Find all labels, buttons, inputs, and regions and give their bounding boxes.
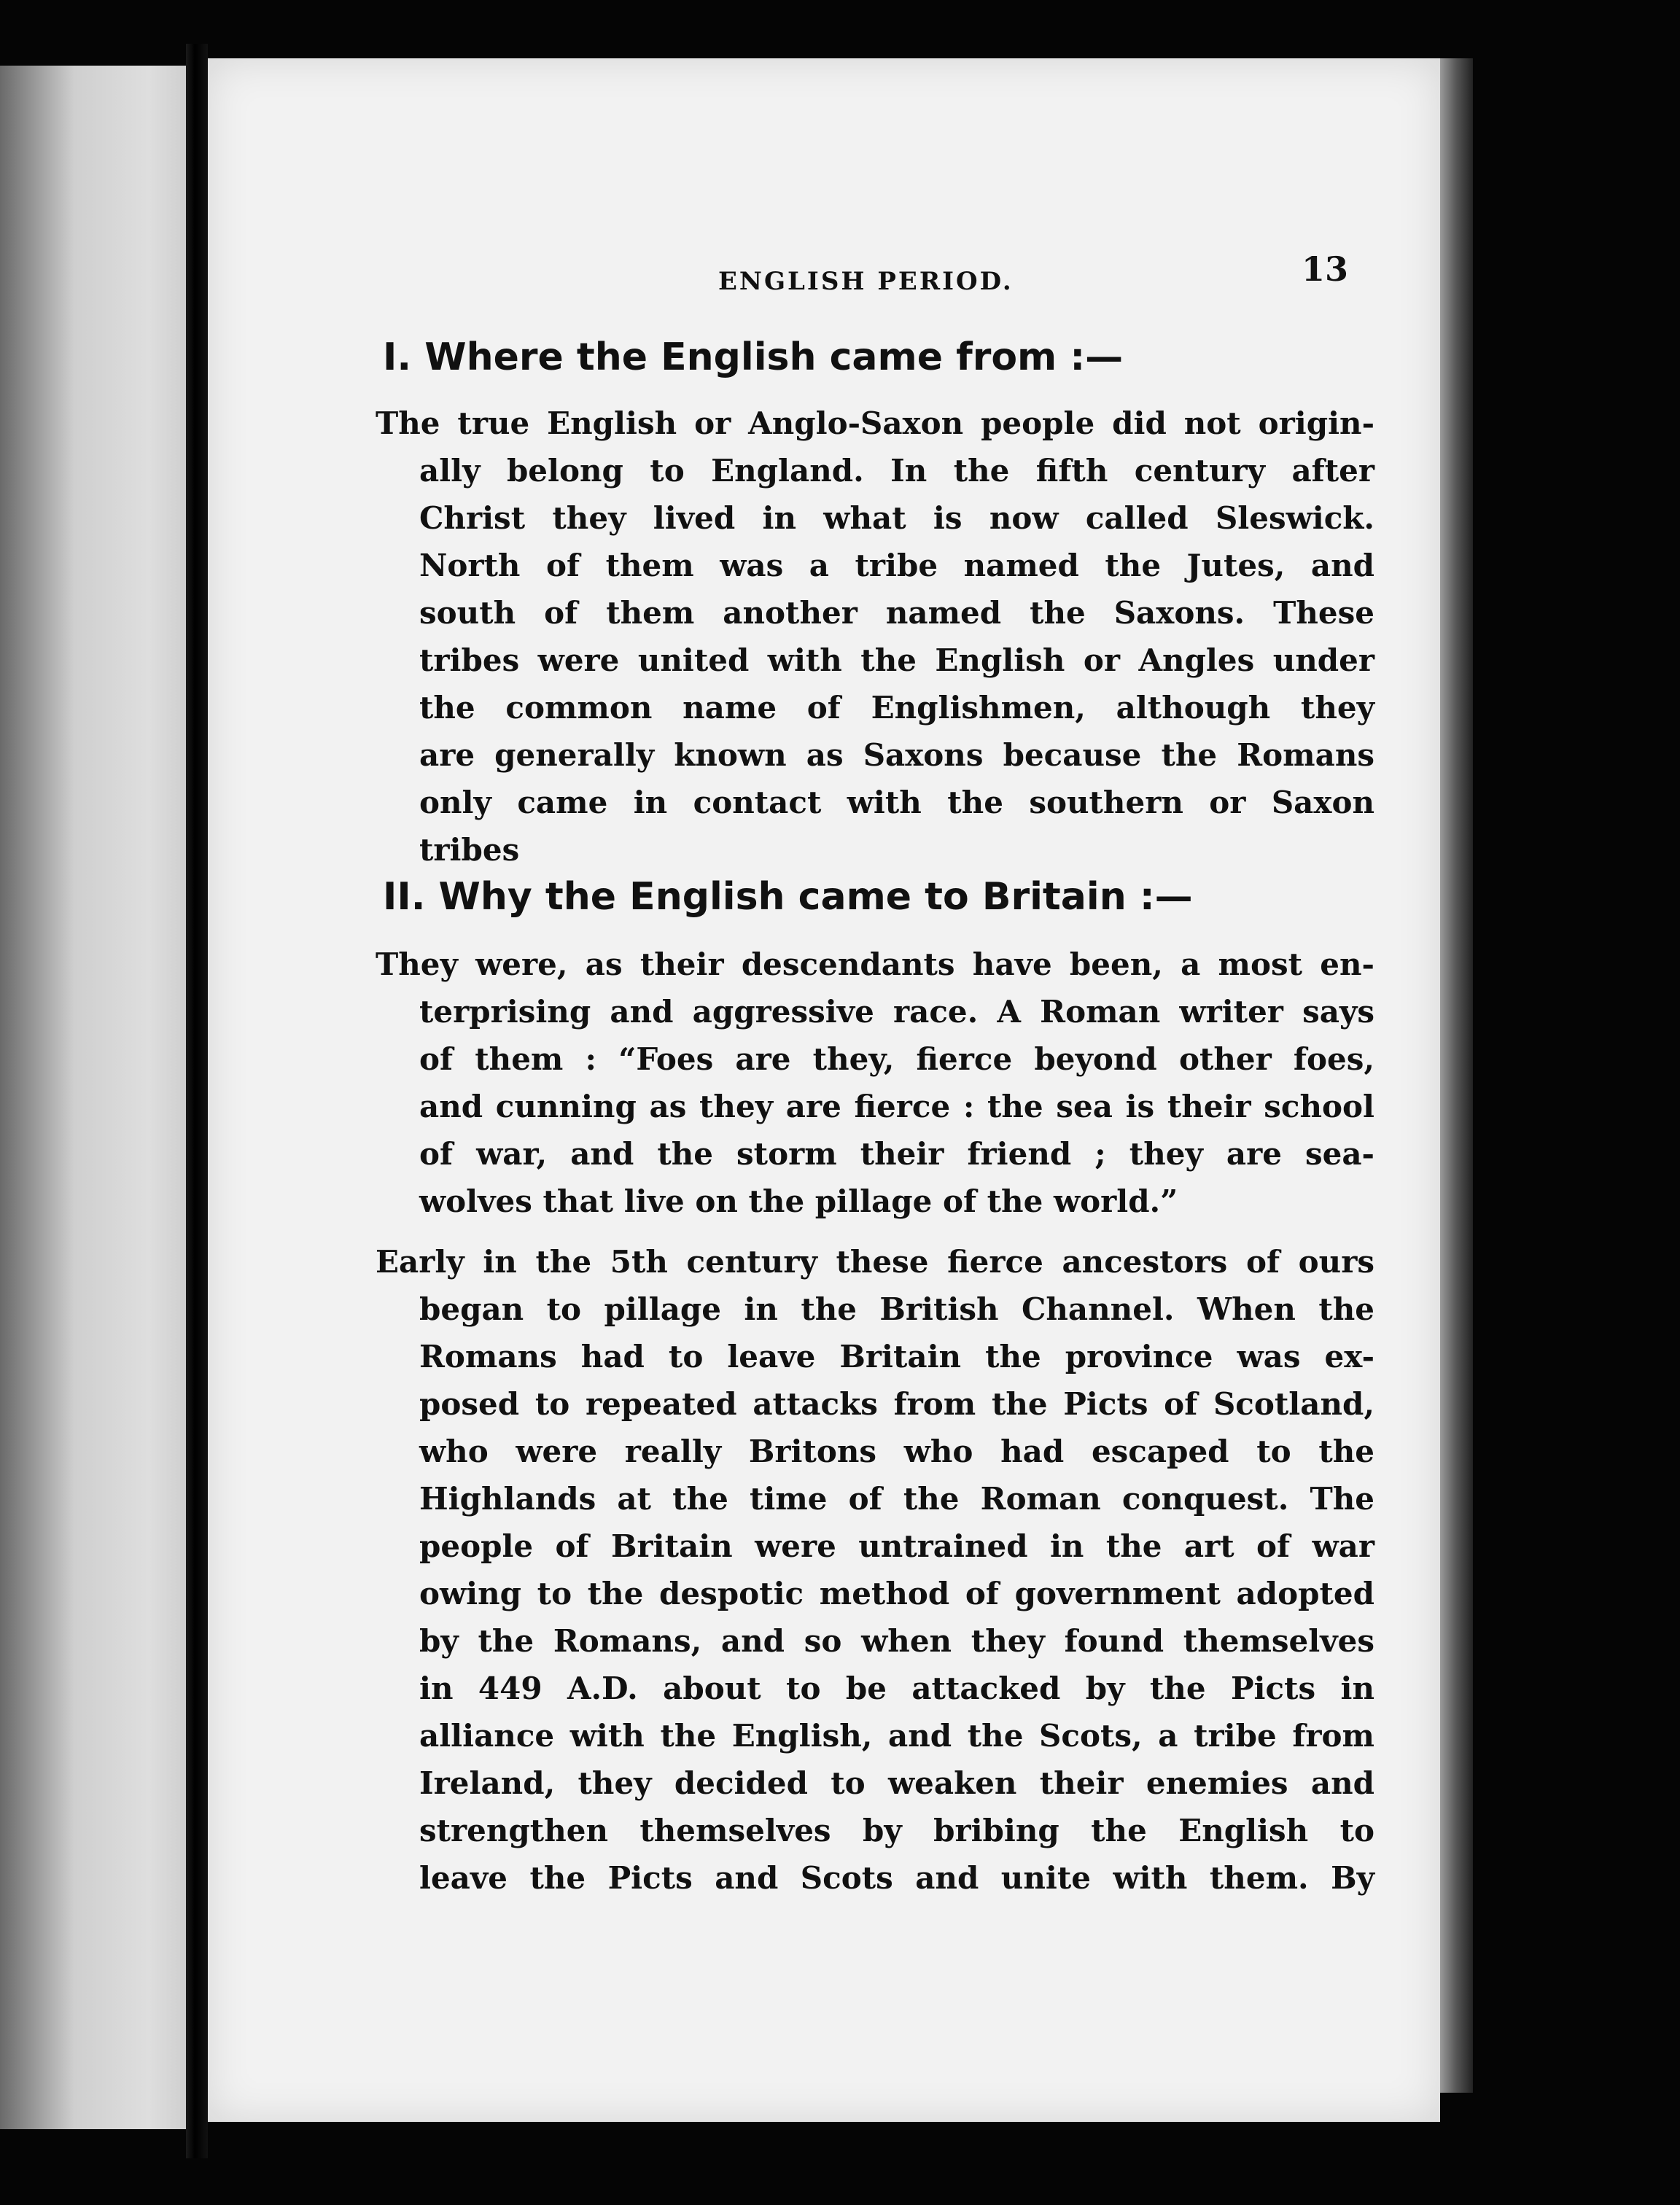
text-line: Christ they lived in what is now called Sleswick. (419, 500, 1374, 536)
text-line: tribes (419, 832, 520, 868)
text-line: of war, and the storm their friend ; they are sea- (419, 1136, 1374, 1172)
text-line: They were, as their descendants have been, a most en- (376, 946, 1374, 982)
section-2-paragraph-1 (376, 941, 1374, 1225)
text-line: in 449 A.D. about to be attacked by the Picts in (419, 1671, 1374, 1706)
text-line: people of Britain were untrained in the art of war (419, 1528, 1374, 1564)
text-line: who were really Britons who had escaped to the (419, 1434, 1374, 1469)
section-heading-2: II. Why the English came to Britain :— (383, 875, 1193, 919)
text-line: Highlands at the time of the Roman conquest. The (419, 1481, 1374, 1517)
text-line: tribes were united with the English or Angles under (419, 642, 1374, 678)
page-edge-right (1440, 58, 1473, 2093)
section-1-paragraph-1 (376, 400, 1374, 874)
text-line: alliance with the English, and the Scots, a tribe from (419, 1718, 1374, 1754)
text-line: posed to repeated attacks from the Picts of Scotland, (419, 1386, 1374, 1422)
text-line: are generally known as Saxons because the Romans (419, 737, 1374, 773)
text-line: ally belong to England. In the fifth century after (419, 453, 1374, 489)
book-gutter (186, 44, 208, 2158)
text-line: by the Romans, and so when they found themselves (419, 1623, 1374, 1659)
section-heading-1: I. Where the English came from :— (383, 335, 1124, 379)
text-line: began to pillage in the British Channel. When the (419, 1291, 1374, 1327)
text-line: The true English or Anglo-Saxon people did not origin- (376, 405, 1374, 441)
text-line: wolves that live on the pillage of the world.” (419, 1183, 1178, 1219)
text-line: the common name of Englishmen, although they (419, 690, 1374, 726)
text-line: Romans had to leave Britain the province was ex- (419, 1339, 1374, 1374)
text-line: Ireland, they decided to weaken their enemies and (419, 1765, 1374, 1801)
text-line: and cunning as they are fierce : the sea is their school (419, 1089, 1374, 1124)
text-line: owing to the despotic method of government adopted (419, 1576, 1374, 1611)
page-number: 13 (1302, 249, 1349, 289)
text-line: strengthen themselves by bribing the English to (419, 1813, 1374, 1848)
text-line: leave the Picts and Scots and unite with them. By (419, 1860, 1374, 1896)
text-line: south of them another named the Saxons. These (419, 595, 1374, 631)
text-line: of them : “Foes are they, fierce beyond other foes, (419, 1041, 1374, 1077)
section-2-paragraph-2 (376, 1238, 1374, 1902)
text-line: North of them was a tribe named the Jutes, and (419, 548, 1374, 583)
facing-page-edge (0, 66, 186, 2129)
text-line: terprising and aggressive race. A Roman writer says (419, 994, 1374, 1030)
text-line: only came in contact with the southern or Saxon (419, 785, 1374, 820)
text-line: Early in the 5th century these fierce ancestors of ours (376, 1244, 1374, 1280)
running-head: ENGLISH PERIOD. (718, 267, 1014, 296)
page-content (208, 58, 1440, 2122)
